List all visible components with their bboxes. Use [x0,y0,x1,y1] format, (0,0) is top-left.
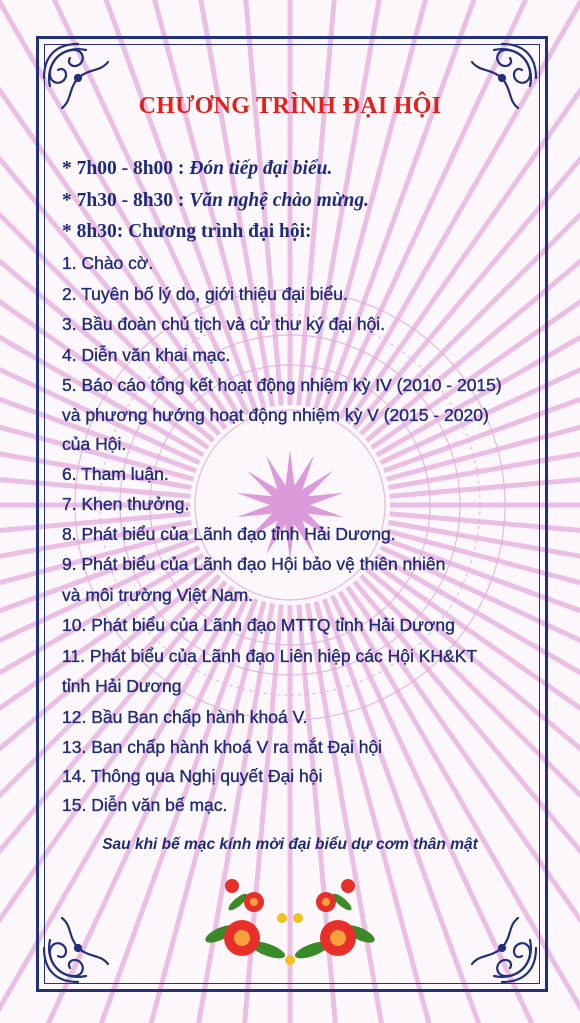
agenda-item-continued: và môi trường Việt Nam. [62,585,254,605]
schedule-desc: Văn nghệ chào mừng. [189,190,369,211]
flower-decoration [198,872,382,972]
agenda-item: 8. Phát biểu của Lãnh đạo tỉnh Hải Dương. [62,524,396,544]
agenda-item: 4. Diễn văn khai mạc. [62,345,231,365]
schedule-line-2 [62,190,369,212]
agenda-item: 1. Chào cờ. [62,253,154,273]
agenda-item: 10. Phát biểu của Lãnh đạo MTTQ tỉnh Hải Dương [62,615,455,635]
schedule-time: * 7h30 - 8h30 : [62,190,185,211]
corner-ornament-bottom-right [462,908,542,988]
agenda-item: 3. Bầu đoàn chủ tịch và cử thư ký đại hội. [62,314,386,334]
agenda-item: 13. Ban chấp hành khoá V ra mắt Đại hội [62,737,383,757]
schedule-line-1 [62,158,332,180]
schedule-desc: Đón tiếp đại biểu. [189,158,333,179]
agenda-item-continued: của Hội. [62,434,127,454]
agenda-item: 15. Diễn văn bế mạc. [62,795,228,815]
agenda-item: 2. Tuyên bố lý do, giới thiệu đại biểu. [62,284,348,304]
agenda-item: 12. Bầu Ban chấp hành khoá V. [62,707,308,727]
agenda-item: 7. Khen thưởng. [62,494,190,514]
agenda-item-continued: tỉnh Hải Dương [62,676,182,696]
agenda-item: 6. Tham luận. [62,464,169,484]
schedule-desc: Chương trình đại hội: [128,221,312,242]
agenda-item: 14. Thông qua Nghị quyết Đại hội [62,766,323,786]
schedule-time: * 8h30: [62,221,124,242]
closing-invitation: Sau khi bế mạc kính mời đại biểu dự cơm thân mật [102,836,478,853]
agenda-item: 11. Phát biểu của Lãnh đạo Liên hiệp các Hội KH&KT [62,646,478,666]
page-title: CHƯƠNG TRÌNH ĐẠI HỘI [138,93,442,119]
agenda-item: 9. Phát biểu của Lãnh đạo Hội bảo vệ thiên nhiên [62,554,446,574]
schedule-line-3 [62,221,312,243]
agenda-item-continued: và phương hướng hoạt động nhiệm kỳ V (2015 - 2020) [62,405,489,425]
corner-ornament-bottom-left [38,908,118,988]
agenda-item: 5. Báo cáo tổng kết hoạt động nhiệm kỳ IV (2010 - 2015) [62,375,502,395]
schedule-time: * 7h00 - 8h00 : [62,158,185,179]
